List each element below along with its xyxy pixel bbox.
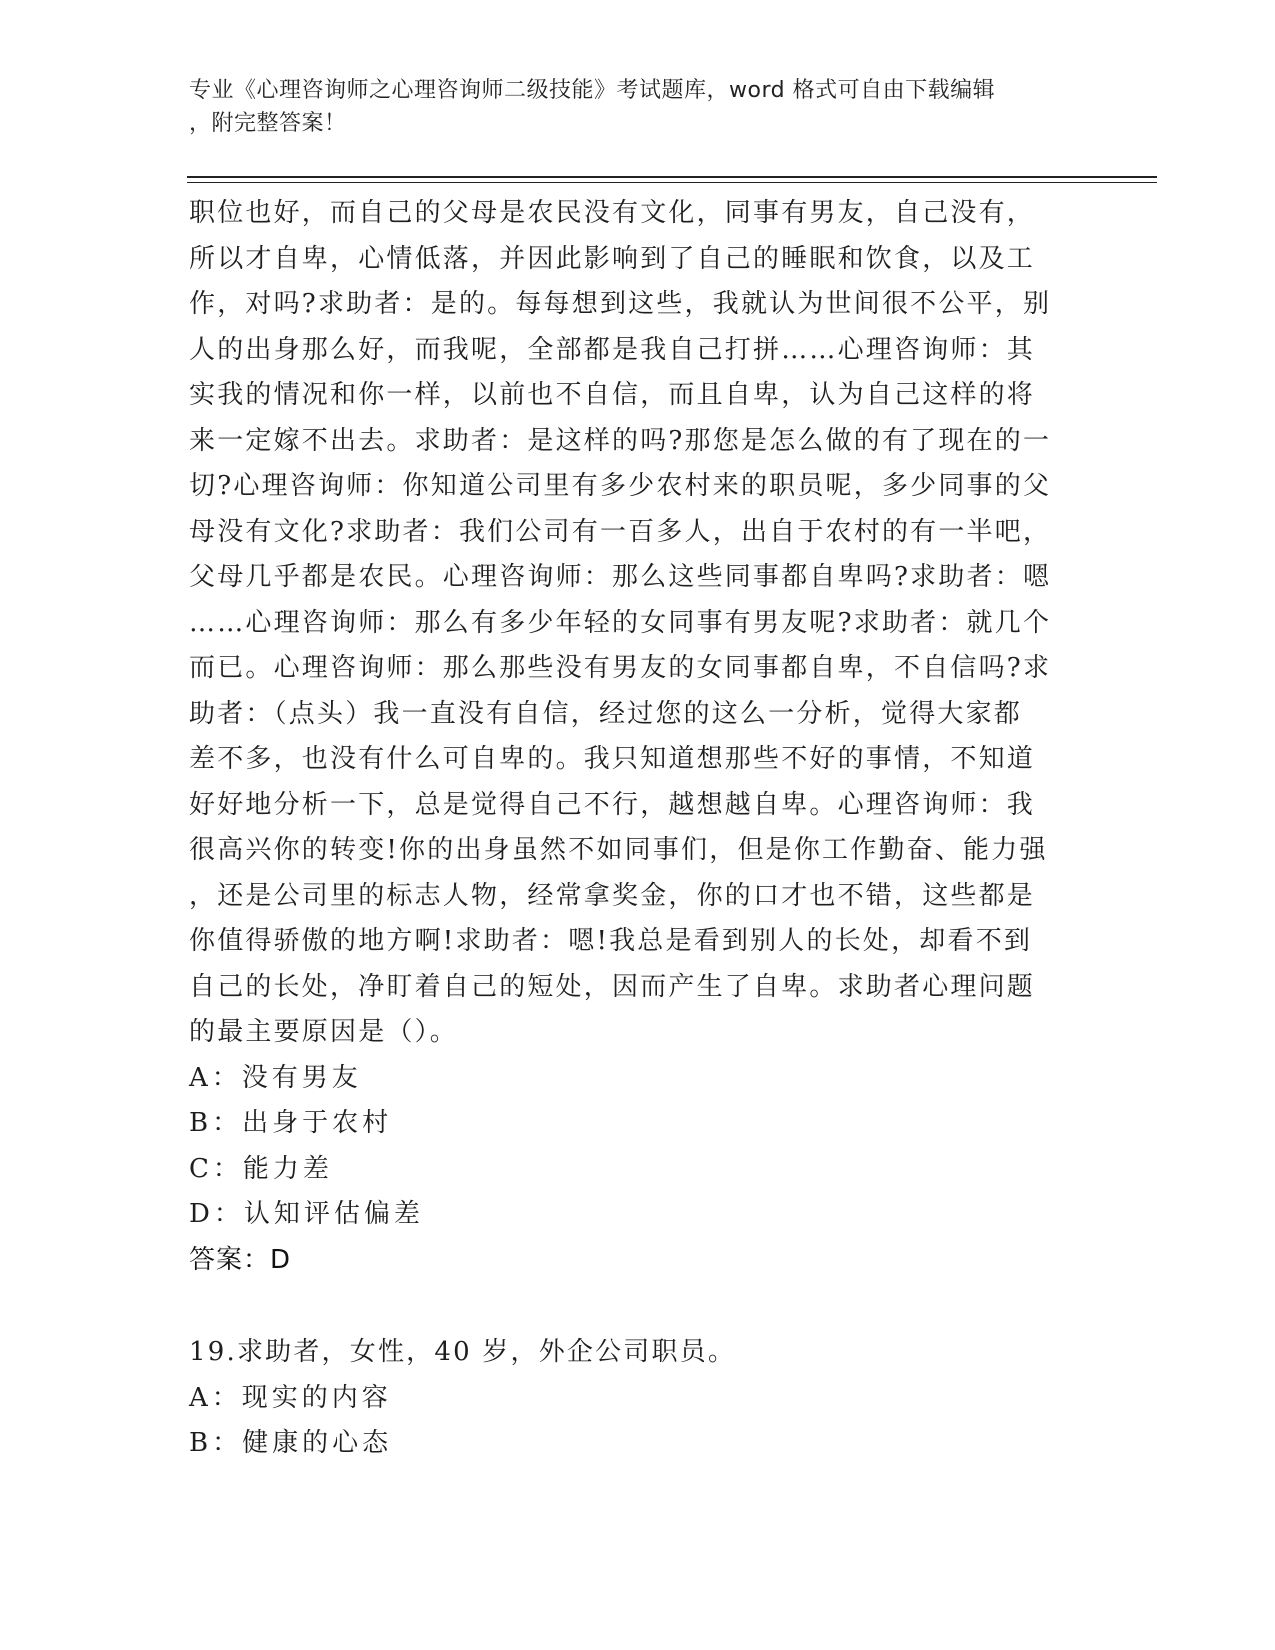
passage-line: 而已。心理咨询师：那么那些没有男友的女同事都自卑，不自信吗?求: [189, 653, 1052, 683]
question-19-option-a: A：现实的内容: [189, 1382, 392, 1413]
passage-line: 好好地分析一下，总是觉得自己不行，越想越自卑。心理咨询师：我: [189, 789, 1036, 820]
passage-line: ，还是公司里的标志人物，经常拿奖金，你的口才也不错，这些都是: [189, 880, 1036, 911]
passage-line: 所以才自卑，心情低落，并因此影响到了自己的睡眠和饮食，以及工: [189, 243, 1036, 274]
question-19-option-b: B：健康的心态: [189, 1428, 393, 1458]
passage-line: 母没有文化?求助者：我们公司有一百多人，出自于农村的有一半吧，: [189, 516, 1052, 547]
passage-line: 很高兴你的转变!你的出身虽然不如同事们，但是你工作勤奋、能力强: [189, 835, 1048, 865]
passage-line: 来一定嫁不出去。求助者：是这样的吗?那您是怎么做的有了现在的一: [189, 425, 1052, 456]
passage-line: 作，对吗?求助者：是的。每每想到这些，我就认为世间很不公平，别: [189, 289, 1052, 319]
header-line-1: 专业《心理咨询师之心理咨询师二级技能》考试题库，word 格式可自由下载编辑: [189, 78, 996, 103]
passage-line: ……心理咨询师：那么有多少年轻的女同事有男友呢?求助者：就几个: [189, 607, 1052, 638]
passage-line: 切?心理咨询师：你知道公司里有多少农村来的职员呢，多少同事的父: [189, 471, 1052, 501]
question-19: [189, 1330, 1089, 1467]
option-b: B：出身于农村: [189, 1108, 393, 1138]
answer-options: [189, 1056, 1089, 1238]
option-d: D：认知评估偏差: [189, 1199, 424, 1229]
option-c: C：能力差: [189, 1153, 333, 1184]
header-rule-thin: [187, 182, 1157, 183]
question-19-stem: 19.求助者，女性，40 岁，外企公司职员。: [189, 1337, 737, 1367]
option-a: A：没有男友: [189, 1062, 362, 1093]
passage-line: 实我的情况和你一样，以前也不自信，而且自卑，认为自己这样的将: [189, 380, 1036, 410]
header-line-2: ，附完整答案！: [189, 111, 347, 136]
passage-line: 的最主要原因是（）。: [189, 1017, 459, 1047]
header-rule-thick: [187, 176, 1157, 178]
passage-line: 自己的长处，净盯着自己的短处，因而产生了自卑。求助者心理问题: [189, 971, 1036, 1002]
passage-line: 父母几乎都是农民。心理咨询师：那么这些同事都自卑吗?求助者：嗯: [189, 562, 1052, 592]
passage-line: 你值得骄傲的地方啊!求助者：嗯!我总是看到别人的长处，却看不到: [189, 926, 1033, 956]
passage-line: 职位也好，而自己的父母是农民没有文化，同事有男友，自己没有，: [189, 198, 1036, 228]
document-header: [189, 74, 1069, 140]
question-passage: [189, 191, 1089, 1238]
passage-line: 助者：（点头）我一直没有自信，经过您的这么一分析，觉得大家都: [189, 698, 1023, 729]
passage-line: 差不多，也没有什么可自卑的。我只知道想那些不好的事情，不知道: [189, 744, 1036, 774]
answer-key: 答案：D: [189, 1245, 292, 1275]
passage-line: 人的出身那么好，而我呢，全部都是我自己打拼……心理咨询师：其: [189, 334, 1036, 365]
